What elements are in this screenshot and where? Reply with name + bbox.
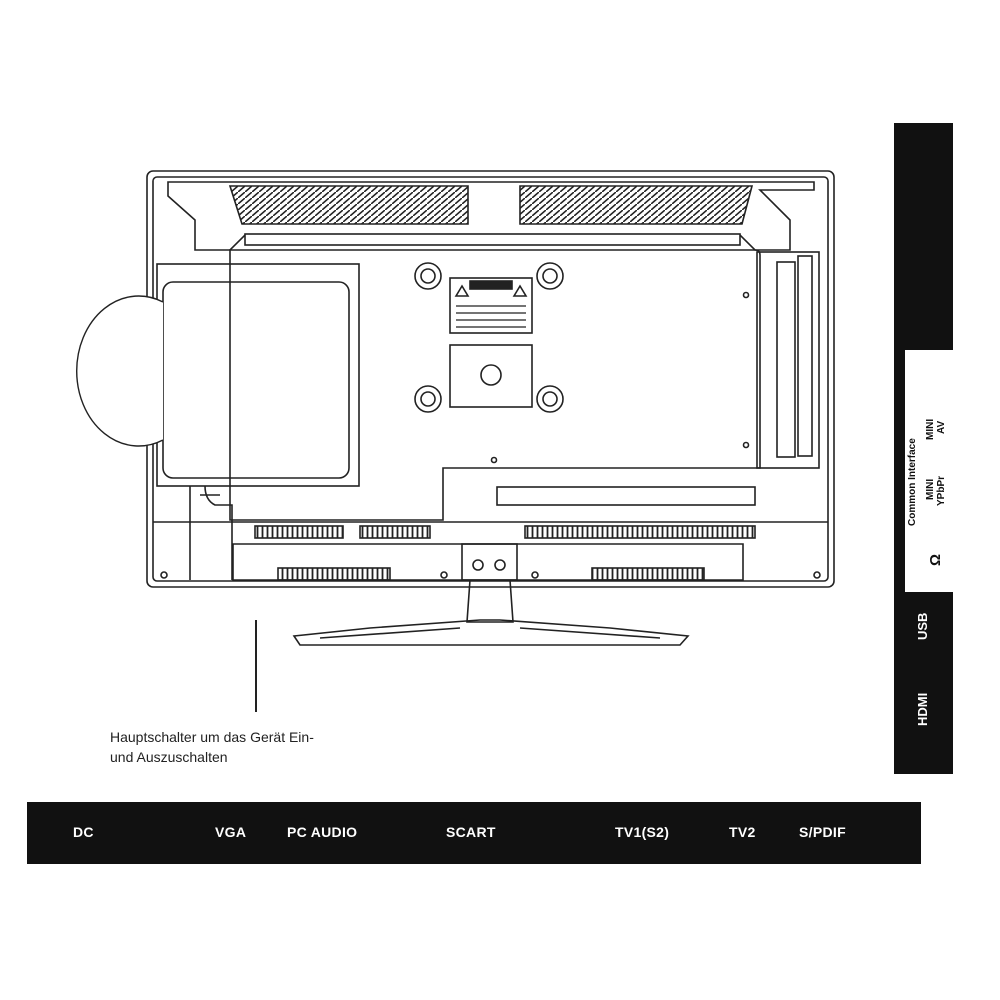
port-label-mini-ypbpr-1: MINI: [925, 478, 936, 500]
vent-bottom-3: [525, 526, 755, 538]
power-switch-caption: [110, 727, 390, 767]
vent-bottom-5: [592, 568, 704, 580]
headphone-icon: Ω: [927, 553, 944, 566]
left-module: [157, 264, 359, 486]
top-vent-right: [520, 186, 752, 224]
vent-bottom-2: [360, 526, 430, 538]
top-vent-left: [230, 186, 468, 224]
port-label-spdif: S/PDIF: [799, 824, 846, 840]
side-slot-2: [798, 256, 812, 456]
zoom-circle: [77, 296, 163, 446]
port-label-vga: VGA: [215, 824, 247, 840]
side-slot-area: [757, 252, 819, 468]
caption-line-2: und Auszuschalten: [110, 749, 228, 765]
vent-bottom-1: [255, 526, 343, 538]
port-label-mini-av-2: AV: [936, 420, 947, 434]
vent-bottom-4: [278, 568, 390, 580]
port-label-pc-audio: PC AUDIO: [287, 824, 358, 840]
lower-slot: [497, 487, 755, 505]
port-label-mini-ypbpr-2: YPbPr: [936, 475, 947, 506]
caption-line-1: Hauptschalter um das Gerät Ein-: [110, 729, 314, 745]
left-module-inner: [163, 282, 349, 478]
port-label-usb: USB: [915, 612, 930, 640]
stand-base: [294, 620, 688, 645]
port-label-dc: DC: [73, 824, 94, 840]
stand-neck: [462, 544, 517, 580]
port-label-tv2: TV2: [729, 824, 756, 840]
top-slot: [245, 234, 740, 245]
port-label-common-interface: Common Interface: [907, 438, 918, 526]
bottom-ports-bar: [27, 802, 921, 864]
port-label-mini-av-1: MINI: [925, 418, 936, 440]
center-recess: [450, 345, 532, 407]
port-label-tv1: TV1(S2): [615, 824, 670, 840]
port-label-scart: SCART: [446, 824, 496, 840]
port-label-hdmi: HDMI: [915, 692, 930, 726]
side-slot-1: [777, 262, 795, 457]
